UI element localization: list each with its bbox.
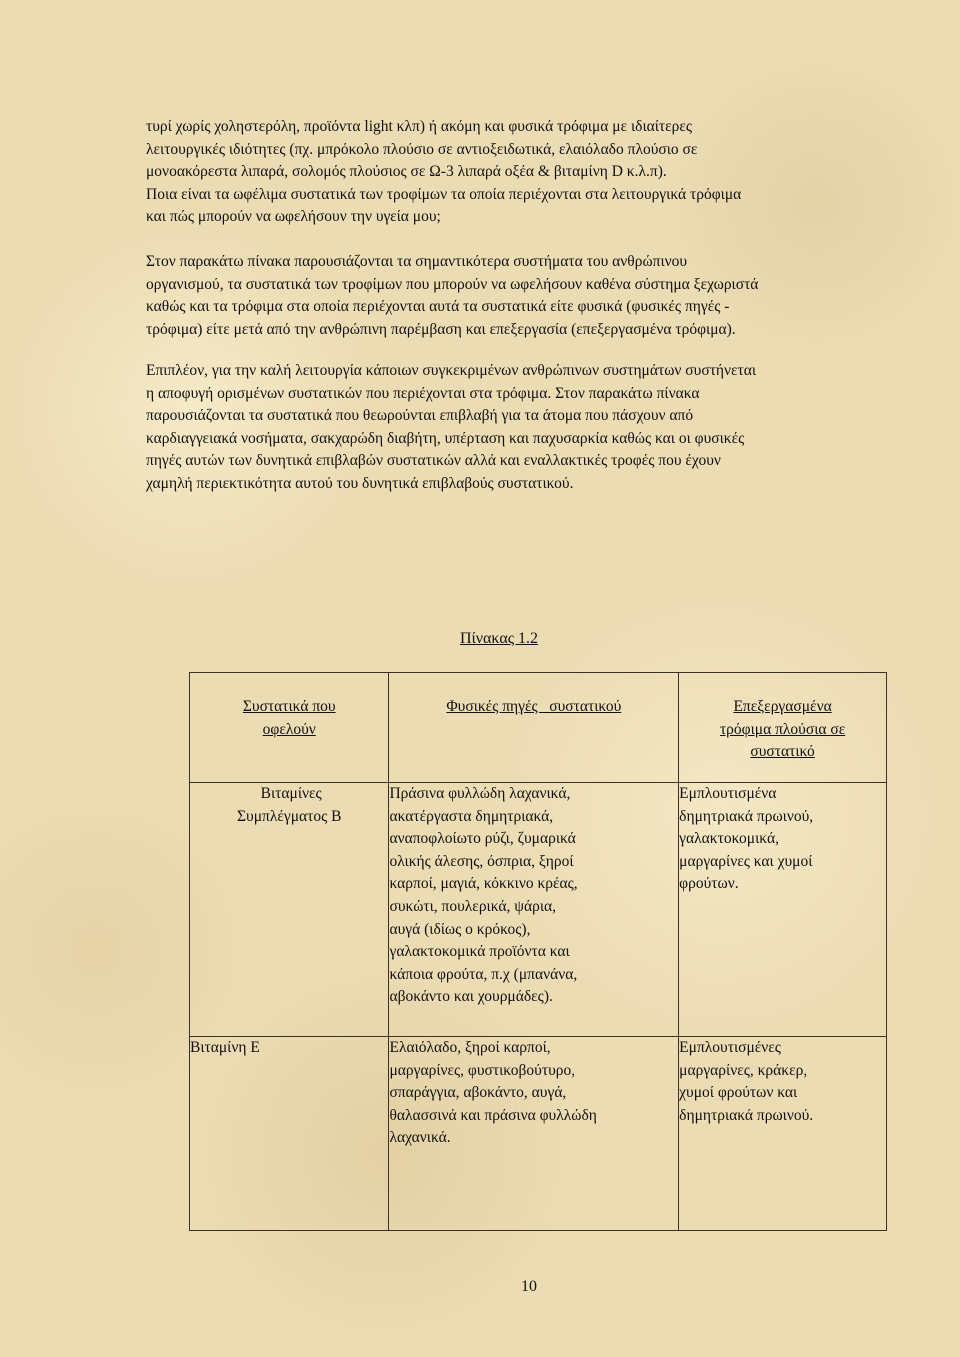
text-line: τυρί χωρίς χοληστερόλη, προϊόντα light κλπ) ή ακόμη και φυσικά τρόφιμα με ιδιαίτερες [146, 118, 693, 135]
text-line: παρουσιάζονται τα συστατικά που θεωρούνται επιβλαβή για τα άτομα που πάσχουν από [146, 407, 694, 425]
cell-text: λαχανικά. [389, 1129, 451, 1147]
cell-text: Βιταμίνες [256, 785, 322, 802]
header-cell-ingredients [190, 673, 389, 783]
cell-text: Ελαιόλαδο, ξηροί καρποί, [389, 1039, 551, 1056]
cell-text: σπαράγγια, αβοκάντο, αυγά, [389, 1084, 567, 1102]
cell-text: αναποφλοίωτο ρύζι, ζυμαρικά [389, 830, 576, 848]
cell-text: μαργαρίνες, κράκερ, [679, 1061, 808, 1079]
table-cell [190, 783, 389, 1037]
cell-text: κάποια φρούτα, π.χ (μπανάνα, [389, 965, 578, 983]
cell-text: μαργαρίνες και χυμοί [679, 852, 813, 870]
page-number [0, 1278, 960, 1296]
cell-text: ακατέργαστα δημητριακά, [389, 807, 554, 825]
text-line: Στον παρακάτω πίνακα παρουσιάζονται τα σημαντικότερα συστήματα του ανθρώπινου [146, 253, 688, 270]
text-line: καρδιαγγειακά νοσήματα, σακχαρώδη διαβήτη, υπέρταση και παχυσαρκία καθώς και οι φυσικές [146, 429, 745, 447]
text-line: μονοακόρεστα λιπαρά, σολομός πλούσιος σε Ω-3 λιπαρά οξέα & βιταμίνη D κ.λ.π). [146, 163, 667, 181]
table-cell [679, 783, 887, 1037]
cell-text: φρούτων. [679, 875, 739, 893]
header-text: Συστατικά που [242, 698, 336, 715]
cell-text: Εμπλουτισμένα [679, 785, 777, 802]
table-cell [389, 783, 679, 1037]
cell-text: γαλακτοκομικά, [679, 830, 779, 848]
cell-text: αυγά (ιδίως ο κρόκος), [389, 920, 531, 938]
page-number-text: 10 [521, 1278, 537, 1295]
cell-text: καρποί, μαγιά, κόκκινο κρέας, [389, 875, 578, 893]
text-line: Ποια είναι τα ωφέλιμα συστατικά των τροφίμων τα οποία περιέχονται στα λειτουργικά τρόφιμα [146, 185, 742, 203]
header-text: συστατικό [750, 743, 815, 761]
table-header-row [190, 673, 887, 783]
cell-text: μαργαρίνες, φυστικοβούτυρο, [389, 1061, 576, 1079]
ingredients-table [189, 672, 887, 1231]
table-row [190, 1037, 887, 1231]
header-cell-processed-foods [679, 673, 887, 783]
cell-text: χυμοί φρούτων και [679, 1084, 798, 1102]
text-line: καθώς και τα τρόφιμα στα οποία περιέχονται αυτά τα συστατικά είτε φυσικά (φυσικές πηγές - [146, 298, 730, 316]
text-line: χαμηλή περιεκτικότητα αυτού του δυνητικά επιβλαβούς συστατικού. [146, 474, 574, 492]
paragraph-harmful-ingredients [146, 360, 916, 496]
table-title-text: Πίνακας 1.2 [459, 630, 539, 647]
paragraph-table-intro [146, 251, 916, 341]
cell-text: γαλακτοκομικά προϊόντα και [389, 943, 570, 961]
cell-text: δημητριακά πρωινού, [679, 807, 814, 825]
cell-text: Πράσινα φυλλώδη λαχανικά, [389, 785, 571, 802]
cell-text: ολικής άλεσης, όσπρια, ξηροί [389, 852, 574, 870]
table-cell [389, 1037, 679, 1231]
cell-text: Συμπλέγματος Β [237, 807, 342, 825]
cell-text: Βιταμίνη Ε [190, 1039, 260, 1056]
header-text: οφελούν [262, 720, 316, 738]
text-line: λειτουργικές ιδιότητες (πχ. μπρόκολο πλούσιο σε αντιοξειδωτικά, ελαιόλαδο πλούσιο σε [146, 140, 698, 158]
header-text: τρόφιμα πλούσια σε [719, 720, 846, 738]
header-cell-natural-sources [389, 673, 679, 783]
cell-text: συκώτι, πουλερικά, ψάρια, [389, 897, 556, 915]
text-line: η αποφυγή ορισμένων συστατικών που περιέχονται στα τρόφιμα. Στον παρακάτω πίνακα [146, 384, 700, 402]
text-line: τρόφιμα) είτε μετά από την ανθρώπινη παρέμβαση και επεξεργασία (επεξεργασμένα τρόφιμα). [146, 320, 736, 338]
header-text: Επεξεργασμένα [733, 698, 832, 715]
text-line: και πώς μπορούν να ωφελήσουν την υγεία μου; [146, 208, 441, 226]
cell-text: θαλασσινά και πράσινα φυλλώδη [389, 1106, 597, 1124]
text-line: Επιπλέον, για την καλή λειτουργία κάποιων συγκεκριμένων ανθρώπινων συστημάτων συστήνεται [146, 362, 757, 379]
text-line: οργανισμού, τα συστατικά των τροφίμων που μπορούν να ωφελήσουν καθένα σύστημα ξεχωριστά [146, 275, 759, 293]
table-cell [190, 1037, 389, 1231]
table-row [190, 783, 887, 1037]
paragraph-functional-foods [146, 116, 916, 229]
cell-text: δημητριακά πρωινού. [679, 1106, 814, 1124]
header-text: Φυσικές πηγές συστατικού [446, 698, 622, 715]
cell-text: αβοκάντο και χουρμάδες). [389, 988, 553, 1006]
table-title [0, 630, 960, 648]
text-line: πηγές αυτών των δυνητικά επιβλαβών συστατικών αλλά και εναλλακτικές τροφές που έχουν [146, 452, 721, 470]
cell-text: Εμπλουτισμένες [679, 1039, 781, 1056]
table-cell [679, 1037, 887, 1231]
